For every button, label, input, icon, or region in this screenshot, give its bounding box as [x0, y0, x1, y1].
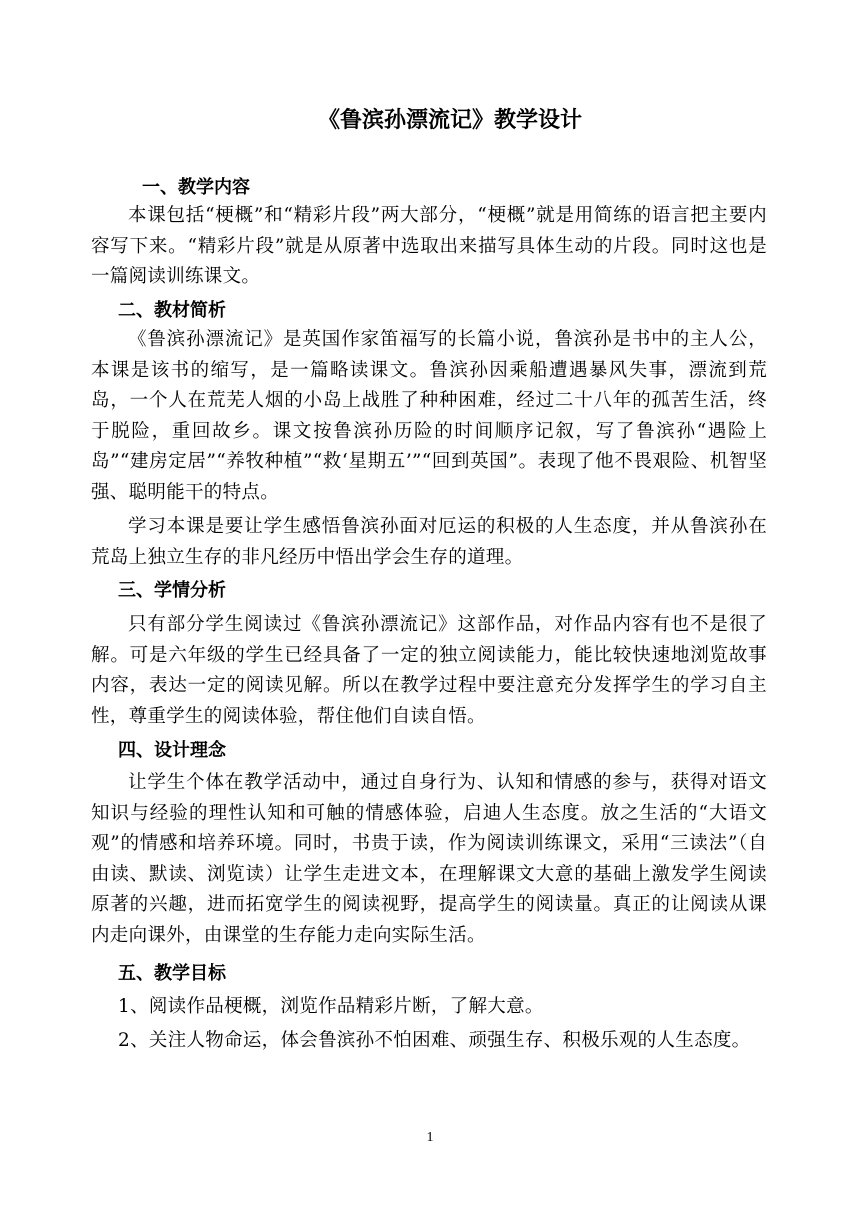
goal-item-1: 1、阅读作品梗概，浏览作品精彩片断，了解大意。: [118, 996, 544, 1017]
section-heading-material-analysis: 二、教材简析: [118, 300, 226, 321]
section-heading-design-concept: 四、设计理念: [118, 740, 226, 761]
page-title: 《鲁滨孙漂流记》教学设计: [317, 108, 582, 133]
paragraph-material-analysis-2: 学习本课是要让学生感悟鲁滨孙面对厄运的积极的人生态度，并从鲁滨孙在荒岛上独立生存的非凡经历中悟出学会生存的道理。: [91, 516, 767, 568]
paragraph-design-concept: 让学生个体在教学活动中，通过自身行为、认知和情感的参与，获得对语文知识与经验的理性认知和可触的情感体验，启迪人生态度。放之生活的“大语文观”的情感和培养环境。同时，书贵于读，作为阅读训练课文，采用“三读法”（自由读、默读、浏览读）让学生走进文本，在理解课文大意的基础上激发学生阅读原著的兴趣，进而拓宽学生的阅读视野，提高学生的阅读量。真正的让阅读从课内走向课外，由课堂的生存能力走向实际生活。: [91, 772, 767, 946]
paragraph-teaching-content: 本课包括“梗概”和“精彩片段”两大部分，“梗概”就是用简练的语言把主要内容写下来。“精彩片段”就是从原著中选取出来描写具体生动的片段。同时这也是一篇阅读训练课文。: [91, 205, 767, 288]
section-heading-learner-analysis: 三、学情分析: [118, 580, 226, 601]
paragraph-material-analysis-1: 《鲁滨孙漂流记》是英国作家笛福写的长篇小说，鲁滨孙是书中的主人公，本课是该书的缩写，是一篇略读课文。鲁滨孙因乘船遭遇暴风失事，漂流到荒岛，一个人在荒芜人烟的小岛上战胜了种种困难，经过二十八年的孤苦生活，终于脱险，重回故乡。课文按鲁滨孙历险的时间顺序记叙，写了鲁滨孙“遇险上岛”“建房定居”“养牧种植”“救‘星期五’”“回到英国”。表现了他不畏艰险、机智坚强、聪明能干的特点。: [91, 329, 767, 503]
section-heading-teaching-content: 一、教学内容: [142, 177, 250, 198]
goal-item-2: 2、关注人物命运，体会鲁滨孙不怕困难、顽强生存、积极乐观的人生态度。: [118, 1030, 751, 1051]
paragraph-learner-analysis: 只有部分学生阅读过《鲁滨孙漂流记》这部作品，对作品内容有也不是很了解。可是六年级的学生已经具备了一定的独立阅读能力，能比较快速地浏览故事内容，表达一定的阅读见解。所以在教学过程中要注意充分发挥学生的学习自主性，尊重学生的阅读体验，帮住他们自读自悟。: [91, 614, 767, 727]
page-number: 1: [426, 1130, 434, 1145]
section-heading-teaching-goals: 五、教学目标: [118, 963, 226, 984]
